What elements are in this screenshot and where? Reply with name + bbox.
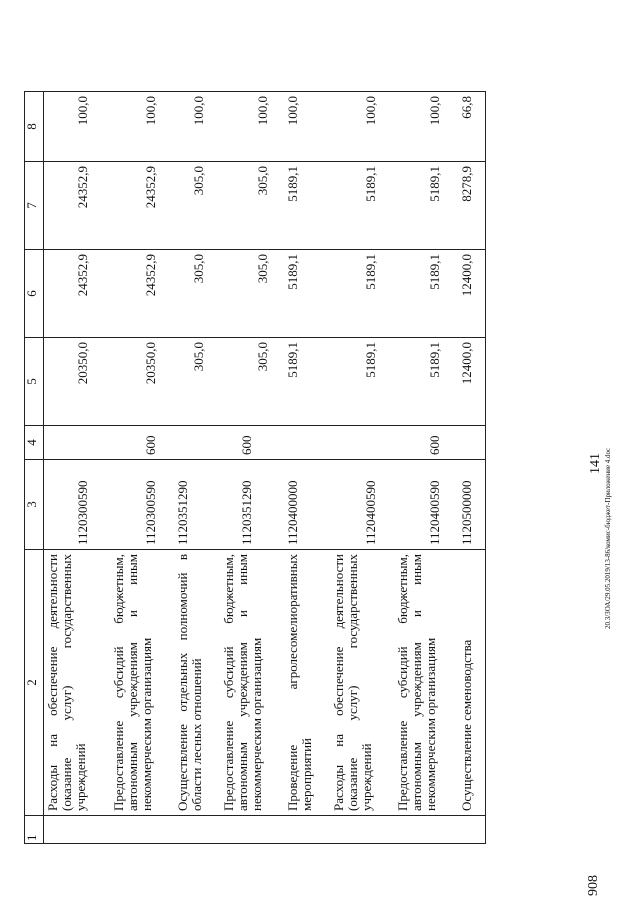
row-blank-cell (104, 816, 168, 844)
budget-table (24, 91, 486, 844)
row-code: 1120400590 (388, 460, 452, 550)
row-code: 1120400000 (278, 460, 324, 550)
row-value-7: 5189,1 (278, 162, 324, 250)
row-name: Осуществление отдельных полномочий в области лесных отношений (168, 550, 214, 816)
row-vr (324, 426, 388, 460)
header-cell-7: 7 (25, 162, 44, 250)
row-value-7: 8278,9 (452, 162, 486, 250)
row-code: 1120300590 (44, 460, 104, 550)
row-blank-cell (44, 816, 104, 844)
row-value-8: 100,0 (44, 92, 104, 162)
row-value-6: 12400,0 (452, 250, 486, 338)
row-value-8: 100,0 (324, 92, 388, 162)
row-blank-cell (168, 816, 214, 844)
row-code: 1120300590 (104, 460, 168, 550)
table-row (388, 92, 452, 844)
row-value-6: 24352,9 (44, 250, 104, 338)
page-number: 141 (588, 453, 603, 474)
row-code: 1120351290 (214, 460, 278, 550)
header-cell-1: 1 (25, 816, 44, 844)
row-blank-cell (278, 816, 324, 844)
row-code: 1120400590 (324, 460, 388, 550)
row-value-6: 305,0 (214, 250, 278, 338)
table-row (168, 92, 214, 844)
row-value-5: 12400,0 (452, 338, 486, 426)
row-vr: 600 (214, 426, 278, 460)
row-vr (278, 426, 324, 460)
row-name: Проведение агролесомелиоративных мероприятий (278, 550, 324, 816)
row-name: Предоставление субсидий бюджетным, автономным учреждениям и иным некоммерческим организациям (388, 550, 452, 816)
row-value-5: 20350,0 (104, 338, 168, 426)
row-name: Предоставление субсидий бюджетным, автономным учреждениям и иным некоммерческим организациям (214, 550, 278, 816)
row-name: Расходы на обеспечение деятельности (оказание услуг) государственных учреждений (324, 550, 388, 816)
table-row (278, 92, 324, 844)
row-value-8: 100,0 (214, 92, 278, 162)
header-cell-4: 4 (25, 426, 44, 460)
row-name: Осуществление семеноводства (452, 550, 486, 816)
row-name: Предоставление субсидий бюджетным, автономным учреждениям и иным некоммерческим организациям (104, 550, 168, 816)
row-value-7: 24352,9 (44, 162, 104, 250)
table-row (324, 92, 388, 844)
row-vr (44, 426, 104, 460)
row-blank-cell (324, 816, 388, 844)
row-value-6: 5189,1 (388, 250, 452, 338)
row-vr (452, 426, 486, 460)
row-value-7: 305,0 (168, 162, 214, 250)
table-row (44, 92, 104, 844)
row-value-6: 5189,1 (278, 250, 324, 338)
header-row (25, 92, 44, 844)
bottom-page-number: 908 (586, 875, 601, 896)
row-code: 1120500000 (452, 460, 486, 550)
row-vr (168, 426, 214, 460)
row-vr: 600 (388, 426, 452, 460)
row-value-7: 5189,1 (388, 162, 452, 250)
row-name: Расходы на обеспечение деятельности (оказание услуг) государственных учреждений (44, 550, 104, 816)
table-row (214, 92, 278, 844)
row-value-7: 5189,1 (324, 162, 388, 250)
header-cell-3: 3 (25, 460, 44, 550)
header-cell-5: 5 (25, 338, 44, 426)
row-blank-cell (214, 816, 278, 844)
row-value-5: 5189,1 (278, 338, 324, 426)
footer-file-path: 20.3/ЗОА/29.05.2019/13-86/комис-бюджет-Приложение 4.doc (604, 447, 612, 629)
row-value-8: 100,0 (168, 92, 214, 162)
row-value-5: 5189,1 (388, 338, 452, 426)
row-value-8: 100,0 (104, 92, 168, 162)
row-value-8: 100,0 (278, 92, 324, 162)
row-value-7: 305,0 (214, 162, 278, 250)
row-value-7: 24352,9 (104, 162, 168, 250)
header-cell-6: 6 (25, 250, 44, 338)
row-value-6: 305,0 (168, 250, 214, 338)
row-code: 1120351290 (168, 460, 214, 550)
row-blank-cell (388, 816, 452, 844)
row-value-6: 24352,9 (104, 250, 168, 338)
row-value-6: 5189,1 (324, 250, 388, 338)
row-value-5: 20350,0 (44, 338, 104, 426)
row-blank-cell (452, 816, 486, 844)
header-cell-2: 2 (25, 550, 44, 816)
row-vr: 600 (104, 426, 168, 460)
row-value-5: 305,0 (168, 338, 214, 426)
header-cell-8: 8 (25, 92, 44, 162)
row-value-5: 305,0 (214, 338, 278, 426)
row-value-8: 100,0 (388, 92, 452, 162)
row-value-5: 5189,1 (324, 338, 388, 426)
row-value-8: 66,8 (452, 92, 486, 162)
table-row (104, 92, 168, 844)
table-row (452, 92, 486, 844)
